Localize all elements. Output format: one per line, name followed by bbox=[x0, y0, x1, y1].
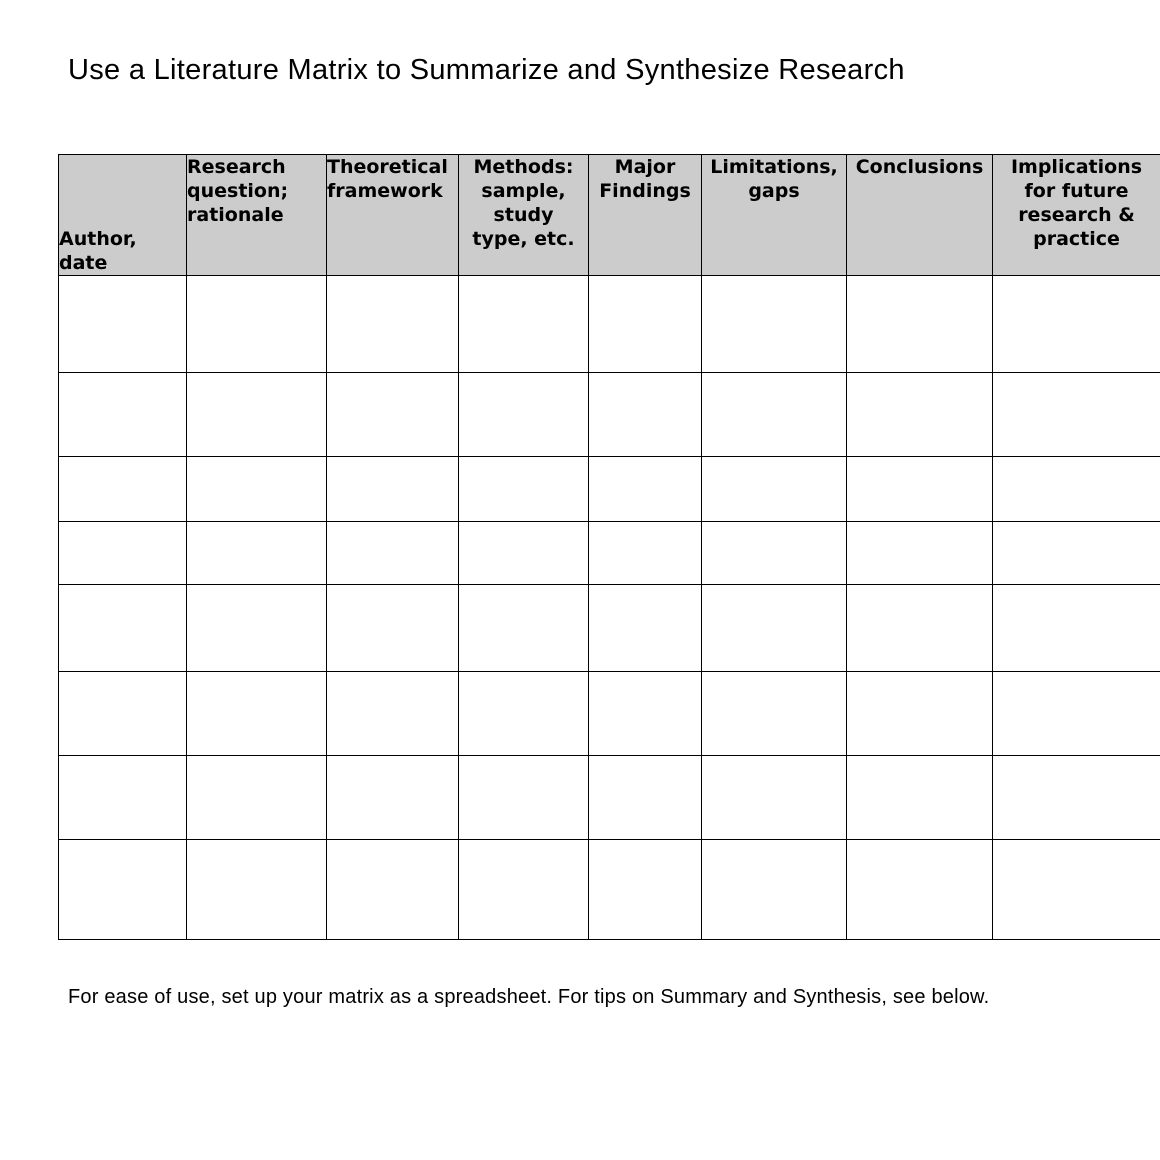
table-cell bbox=[187, 756, 327, 840]
table-cell bbox=[993, 756, 1160, 840]
header-line: question; bbox=[187, 180, 289, 202]
table-cell bbox=[589, 585, 702, 672]
header-row bbox=[59, 155, 1160, 276]
header-line: type, etc. bbox=[472, 228, 575, 250]
table-cell bbox=[59, 585, 187, 672]
table-cell bbox=[459, 373, 589, 457]
header-line: Conclusions bbox=[855, 156, 984, 178]
table-cell bbox=[459, 276, 589, 373]
header-line: framework bbox=[327, 180, 443, 202]
header-line: sample, bbox=[481, 180, 566, 202]
table-cell bbox=[187, 276, 327, 373]
header-line: date bbox=[59, 252, 108, 274]
header-line: Research bbox=[187, 156, 286, 178]
column-header-research-question bbox=[187, 155, 327, 276]
header-line: study bbox=[493, 204, 554, 226]
header-line: Implications bbox=[1010, 156, 1143, 178]
table-cell bbox=[589, 840, 702, 940]
table-cell bbox=[187, 840, 327, 940]
table-cell bbox=[702, 585, 847, 672]
table-row bbox=[59, 457, 1160, 522]
table-cell bbox=[589, 672, 702, 756]
table-cell bbox=[59, 840, 187, 940]
header-line: Methods: bbox=[473, 156, 574, 178]
page-title: Use a Literature Matrix to Summarize and Synthesize Research bbox=[68, 54, 905, 86]
matrix-body bbox=[59, 276, 1160, 940]
header-line: research & bbox=[1018, 204, 1135, 226]
table-cell bbox=[327, 585, 459, 672]
table-cell bbox=[459, 457, 589, 522]
table-cell bbox=[59, 373, 187, 457]
table-cell bbox=[59, 756, 187, 840]
column-header-limitations-gaps bbox=[702, 155, 847, 276]
table-cell bbox=[459, 756, 589, 840]
table-cell bbox=[327, 756, 459, 840]
table-cell bbox=[459, 840, 589, 940]
table-cell bbox=[847, 373, 993, 457]
table-cell bbox=[59, 276, 187, 373]
table-cell bbox=[327, 373, 459, 457]
table-cell bbox=[59, 457, 187, 522]
table-cell bbox=[847, 276, 993, 373]
table-cell bbox=[187, 522, 327, 585]
header-line: Major bbox=[614, 156, 676, 178]
header-line: Theoretical bbox=[327, 156, 448, 178]
table-cell bbox=[59, 522, 187, 585]
column-header-methods bbox=[459, 155, 589, 276]
table-cell bbox=[187, 672, 327, 756]
table-cell bbox=[847, 585, 993, 672]
column-header-author-date bbox=[59, 155, 187, 276]
table-cell bbox=[993, 840, 1160, 940]
header-line: for future bbox=[1024, 180, 1129, 202]
header-line: Author, bbox=[59, 228, 137, 250]
table-cell bbox=[327, 276, 459, 373]
column-header-major-findings bbox=[589, 155, 702, 276]
header-line: Limitations, bbox=[710, 156, 838, 178]
table-cell bbox=[702, 276, 847, 373]
column-header-theoretical-framework bbox=[327, 155, 459, 276]
table-cell bbox=[589, 373, 702, 457]
table-cell bbox=[847, 457, 993, 522]
literature-matrix-table bbox=[58, 154, 1160, 940]
table-cell bbox=[993, 585, 1160, 672]
table-cell bbox=[993, 672, 1160, 756]
header-line: gaps bbox=[748, 180, 800, 202]
table-cell bbox=[993, 276, 1160, 373]
footnote: For ease of use, set up your matrix as a spreadsheet. For tips on Summary and Synthesis, see below. bbox=[68, 986, 990, 1008]
header-line: Findings bbox=[599, 180, 691, 202]
table-cell bbox=[327, 522, 459, 585]
table-cell bbox=[702, 373, 847, 457]
table-cell bbox=[702, 840, 847, 940]
table-cell bbox=[589, 457, 702, 522]
table-row bbox=[59, 672, 1160, 756]
table-cell bbox=[993, 373, 1160, 457]
table-row bbox=[59, 840, 1160, 940]
table-cell bbox=[847, 672, 993, 756]
table-cell bbox=[327, 457, 459, 522]
table-cell bbox=[993, 522, 1160, 585]
table-cell bbox=[327, 840, 459, 940]
table-cell bbox=[847, 756, 993, 840]
table-cell bbox=[702, 672, 847, 756]
header-line: practice bbox=[1033, 228, 1120, 250]
table-row bbox=[59, 585, 1160, 672]
table-cell bbox=[459, 522, 589, 585]
column-header-conclusions bbox=[847, 155, 993, 276]
table-cell bbox=[702, 756, 847, 840]
table-row bbox=[59, 756, 1160, 840]
column-header-implications bbox=[993, 155, 1160, 276]
table-cell bbox=[187, 457, 327, 522]
table-cell bbox=[589, 522, 702, 585]
table-row bbox=[59, 373, 1160, 457]
header-line: rationale bbox=[187, 204, 284, 226]
table-cell bbox=[187, 373, 327, 457]
table-cell bbox=[847, 522, 993, 585]
table-cell bbox=[702, 522, 847, 585]
table-cell bbox=[589, 756, 702, 840]
table-cell bbox=[847, 840, 993, 940]
table-cell bbox=[459, 672, 589, 756]
table-row bbox=[59, 276, 1160, 373]
table-cell bbox=[327, 672, 459, 756]
table-cell bbox=[993, 457, 1160, 522]
table-cell bbox=[589, 276, 702, 373]
table-cell bbox=[702, 457, 847, 522]
table-cell bbox=[459, 585, 589, 672]
table-row bbox=[59, 522, 1160, 585]
table-cell bbox=[59, 672, 187, 756]
table-cell bbox=[187, 585, 327, 672]
